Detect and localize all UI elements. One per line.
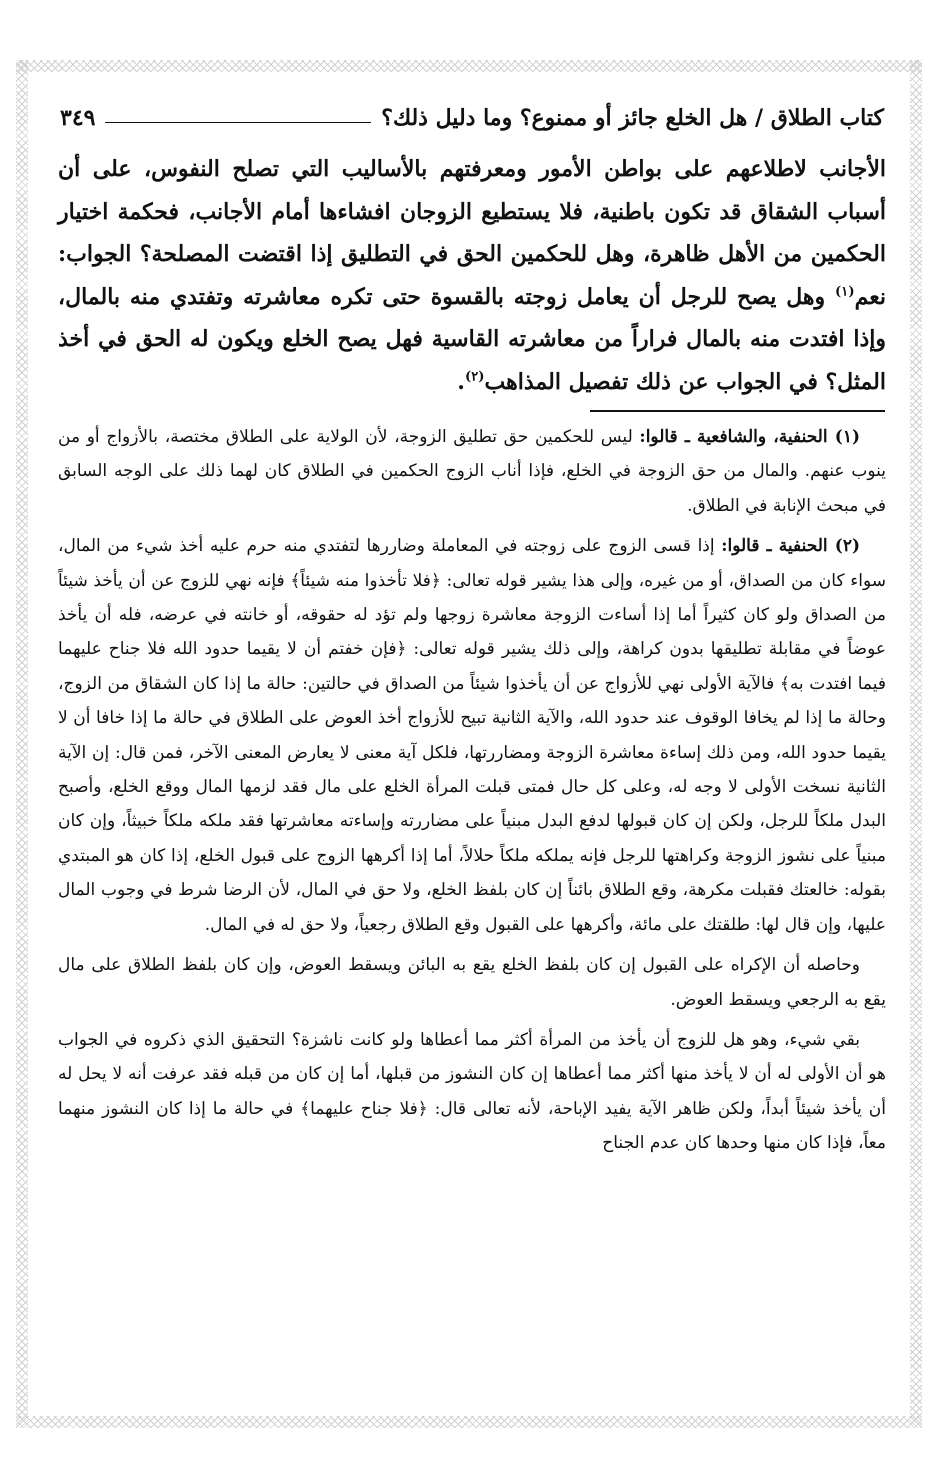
footnote-2-summary-text: وحاصله أن الإكراه على القبول إن كان بلفظ الخلع يقع به البائن ويسقط العوض، وإن كان بلفظ الطلاق على مال يقع به الرجعي ويسقط العوض.	[58, 955, 886, 1010]
footnote-2	[58, 529, 886, 942]
running-header	[60, 100, 884, 136]
main-paragraph-part1: الأجانب لاطلاعهم على بواطن الأمور ومعرفتهم بالأساليب التي تصلح النفوس، على أن أسباب الشقاق قد تكون باطنية، فلا يستطيع الزوجان افشاءها أمام الأجانب، فحكمة اختيار الحكمين من الأهل ظاهرة، وهل للحكمين الحق في التطليق إذا اقتضت المصلحة؟ الجواب: نعم	[58, 156, 886, 310]
decorative-border-right	[910, 60, 922, 1428]
footnote-2-label: (٢) الحنفية ـ قالوا:	[721, 536, 860, 557]
decorative-border-left	[16, 60, 28, 1428]
header-rule	[105, 122, 371, 123]
footnote-1-text: ليس للحكمين حق تطليق الزوجة، لأن الولاية على الطلاق مختصة، بالأزواج أو من ينوب عنهم. والمال من حق الزوجة في الخلع، فإذا أناب الزوج الحكمين في الطلاق كان لهما ذلك على الوجه السابق في مبحث الإنابة في الطلاق.	[58, 427, 886, 516]
footnote-1	[58, 420, 886, 523]
decorative-border-top	[16, 60, 922, 72]
footnote-2-summary	[58, 948, 886, 1017]
decorative-border-bottom	[16, 1416, 922, 1428]
footnote-2-text: إذا قسى الزوج على زوجته في المعاملة وضاررها لتفتدي منه حرم عليه أخذ شيء من المال، سواء كان من الصداق، أو من غيره، وإلى هذا يشير قوله تعالى: ﴿فلا تأخذوا منه شيئاً﴾ فإنه نهي للزوج عن أن يأخذ شيئاً من الصداق ولو كان كثيراً أما إذا أساءت الزوجة معاشرة زوجها ولم تؤد له حقوقه، أو خانته في عرضه، فله أن يأخذ عوضاً في مقابلة تطليقها بدون كراهة، وإلى ذلك يشير قوله تعالى: ﴿فإن خفتم أن لا يقيما حدود الله فلا جناح عليهما فيما افتدت به﴾ فالآية الأولى نهي للأزواج عن أن يأخذوا شيئاً من الصداق في حالتين: حالة ما إذا كان الشقاق من الزوج، وحالة ما إذا لم يخافا الوقوف عند حدود الله، والآية الثانية تبيح للأزواج أخذ العوض على الطلاق في حالة ما إذا خافا أن لا يقيما حدود الله، ومن ذلك إساءة معاشرة الزوجة ومضاررتها، فلكل آية معنى لا يعارض المعنى الآخر، فمن قال: إن الآية الثانية نسخت الأولى لا وجه له، وعلى كل حال فمتى قبلت المرأة الخلع على مال فقد لزمها المال ووقع الخلع، وأصبح البدل ملكاً للرجل، ولكن إن كان قبولها لدفع البدل مبنياً على مضاررته وإساءته معاشرتها فقد ملكه ملكاً خبيثاً، وإن كان مبنياً على نشوز الزوجة وكراهتها للرجل فإنه يملكه ملكاً حلالاً، أما إذا أكرهها الزوج على قبول الخلع، إذا كان هو المبتدي بقوله: خالعتك فقبلت مكرهة، وقع الطلاق بائناً إن كان بلفظ الخلع، ولا حق في المال، لأن الرضا شرط في وجوب المال عليها، وإن قال لها: طلقتك على مائة، وأكرهها على القبول وقع الطلاق رجعياً، ولا حق له في المال.	[58, 536, 886, 935]
page-number: ٣٤٩	[60, 105, 96, 131]
main-paragraph-part2: وهل يصح للرجل أن يعامل زوجته بالقسوة حتى تكره معاشرته وتفتدي منه بالمال، وإذا افتدت منه بالمال فراراً من معاشرته القاسية فهل يصح الخلع ويكون له الحق في أخذ المثل؟ في الجواب عن ذلك تفصيل المذاهب	[58, 283, 886, 395]
chapter-title: كتاب الطلاق / هل الخلع جائز أو ممنوع؟ وما دليل ذلك؟	[381, 105, 884, 131]
footnote-2-remaining-text: بقي شيء، وهو هل للزوج أن يأخذ من المرأة أكثر مما أعطاها ولو كانت ناشزة؟ التحقيق الذي ذكروه في الجواب هو أن الأولى له أن لا يأخذ منها أكثر مما أعطاها إن كان النشوز من قبلها، أما إن كان من قبله فقد عرفت أنه لا يحل له أن يأخذ شيئاً أبداً، ولكن ظاهر الآية يفيد الإباحة، لأنه تعالى قال: ﴿فلا جناح عليهما﴾ في حالة ما إذا كان النشوز منهما معاً، فإذا كان منها وحدها كان عدم الجناح	[58, 1029, 886, 1154]
footnote-ref-2[interactable]: (٢)	[464, 369, 485, 385]
main-paragraph-end: .	[457, 368, 465, 395]
footnote-1-label: (١) الحنفية، والشافعية ـ قالوا:	[639, 427, 860, 447]
footnote-separator	[590, 410, 885, 412]
footnote-ref-1[interactable]: (١)	[835, 284, 855, 300]
main-text	[58, 148, 886, 403]
main-paragraph	[58, 148, 886, 403]
footnotes	[58, 420, 886, 1167]
footnote-2-remaining	[58, 1023, 886, 1161]
